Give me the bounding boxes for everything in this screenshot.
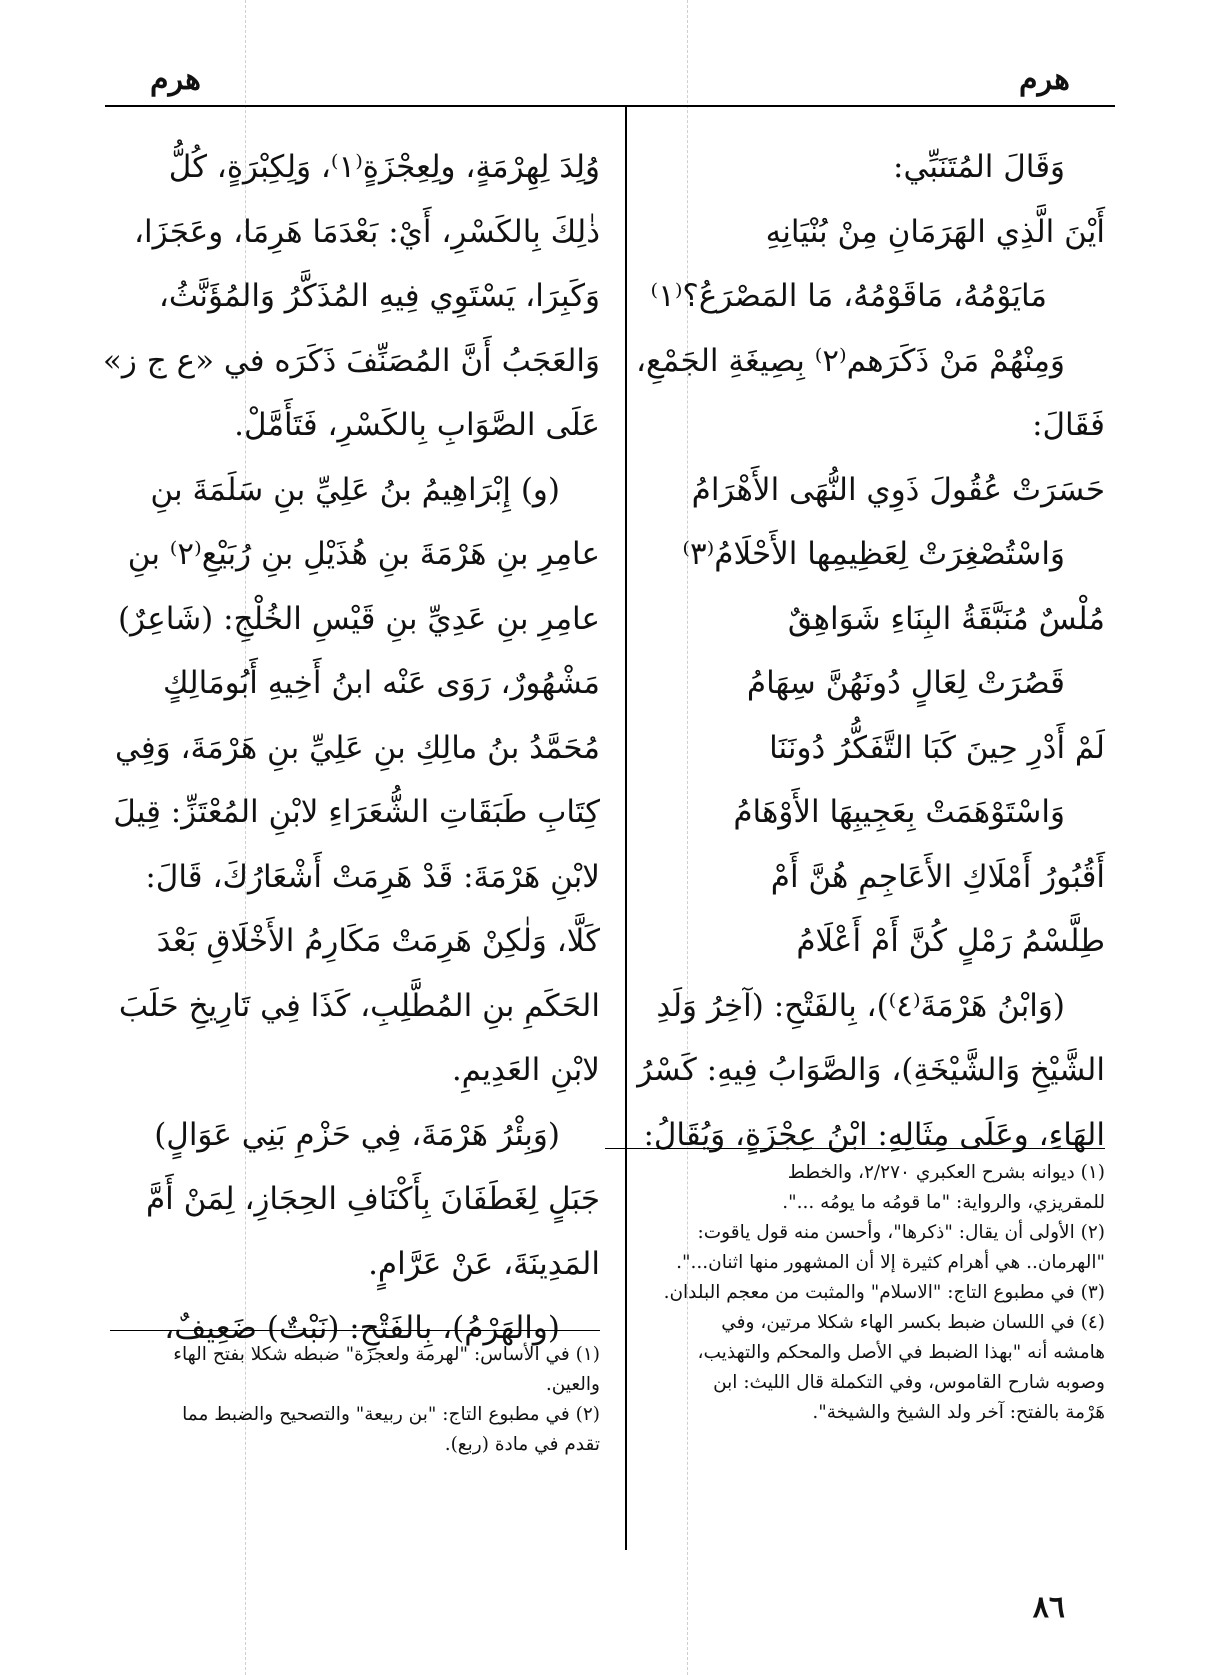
verse-line: أَقُبُورُ أَمْلَاكِ الأَعَاجِمِ هُنَّ أَمْ (770, 858, 1105, 895)
text-line: مُحَمَّدُ بنُ مالِكِ بنِ عَلِيِّ بنِ هَرْمَةَ، وَفِي (115, 729, 600, 766)
footnote-line: (١) في الأساس: "لهرمة ولعجزة" ضبطه شكلا بفتح الهاء (173, 1344, 600, 1365)
running-head-left: هرم (150, 62, 201, 97)
verse-line: لَمْ أَدْرِ حِينَ كَبَا التَّفَكُّرُ دُونَنَا (769, 729, 1105, 766)
text-line: وَمِنْهُمْ مَنْ ذَكَرَهم⁽٢⁾ بِصِيغَةِ الجَمْعِ، (636, 342, 1065, 379)
text-line: عامِرِ بنِ عَدِيِّ بنِ قَيْسِ الخُلْجِ: (شَاعِرٌ) (118, 600, 600, 637)
verse-line: مَايَوْمُهُ، مَاقَوْمُهُ، مَا المَصْرَعُ؟⁽١⁾ (650, 278, 1047, 314)
running-head-right: هرم (1019, 62, 1070, 97)
footnotes-right (605, 1158, 1105, 1428)
verse-line: قَصُرَتْ لِعَالٍ دُونَهُنَّ سِهَامُ (746, 665, 1065, 701)
text-line: وَقَالَ المُتَنَبِّي: (893, 149, 1065, 185)
text-line: الحَكَمِ بنِ المُطَّلِبِ، كَذَا فِي تَارِيخِ حَلَبَ (118, 987, 600, 1024)
footnote-line: (٣) في مطبوع التاج: "الاسلام" والمثبت من معجم البلدان. (663, 1282, 1105, 1303)
left-column (102, 135, 600, 1361)
footnote-line: هامشه أنه "بهذا الضبط في الأصل والمحكم والتهذيب، (697, 1342, 1105, 1363)
text-line: (والهَرْمُ)، بِالفَتْحِ: (نَبْتٌ) ضَعِيفٌ، (164, 1310, 560, 1346)
page-number: ٨٦ (1032, 1590, 1065, 1625)
text-line: كِتَابِ طَبَقَاتِ الشُّعَرَاءِ لابْنِ المُعْتَزِّ: قِيلَ (113, 794, 600, 830)
text-line: وُلِدَ لِهِرْمَةٍ، ولِعِجْزَةٍ⁽١⁾، وَلِكِبْرَةٍ، كُلُّ (168, 149, 600, 185)
verse-line: مُلْسٌ مُنَبَّقَةُ البِنَاءِ شَوَاهِقٌ (787, 600, 1105, 637)
text-line: عَلَى الصَّوَابِ بِالكَسْرِ، فَتَأَمَّلْ. (234, 407, 600, 443)
footnote-line: (٢) الأولى أن يقال: "ذكرها"، وأحسن منه قول ياقوت: (697, 1222, 1105, 1243)
footnote-line: تقدم في مادة (ربع). (444, 1434, 600, 1455)
text-line: (وَابْنُ هَرْمَةَ⁽٤⁾)، بِالفَتْحِ: (آخِرُ وَلَدِ (656, 987, 1065, 1024)
text-line: (وَبِئْرُ هَرْمَةَ، فِي حَزْمِ بَنِي عَوَالٍ) (154, 1116, 560, 1153)
verse-line: وَاسْتَوْهَمَتْ بِعَجِيبِهَا الأَوْهَامُ (733, 794, 1065, 830)
verse-line: طِلَّسْمُ رَمْلٍ كُنَّ أَمْ أَعْلَامُ (796, 923, 1105, 959)
footnote-line: (٢) في مطبوع التاج: "بن ربيعة" والتصحيح والضبط مما (182, 1404, 600, 1425)
footnote-line: والعين. (545, 1374, 600, 1395)
footnote-line: وصوبه شارح القاموس، وفي التكملة قال الليث: ابن (713, 1372, 1105, 1393)
header-rule (105, 105, 1115, 107)
footnote-line: للمقريزي، والرواية: "ما قومُه ما يومُه ...". (782, 1192, 1105, 1213)
text-line: المَدِينَةَ، عَنْ عَرَّامٍ. (368, 1245, 600, 1282)
verse-line: وَاسْتُصْغِرَتْ لِعَظِيمِها الأَحْلَامُ⁽٣⁾ (682, 536, 1065, 572)
footnote-line: "الهرمان.. هي أهرام كثيرة إلا أن المشهور منها اثنان...". (676, 1252, 1105, 1273)
text-line: وَكَبِرَا، يَسْتَوِي فِيهِ المُذَكَّرُ وَالمُؤَنَّثُ، (158, 278, 600, 314)
verse-line: حَسَرَتْ عُقُولَ ذَوِي النُّهَى الأَهْرَامُ (691, 471, 1105, 508)
text-line: عامِرِ بنِ هَرْمَةَ بنِ هُذَيْلِ بنِ رُبَيْعِ⁽٢⁾ بنِ (127, 536, 600, 572)
text-line: الهَاءِ، وعَلَى مِثَالِهِ: ابْنُ عِجْزَةٍ، وَيُقَالُ: (643, 1116, 1105, 1153)
footnote-line: (١) ديوانه بشرح العكبري ٢/٢٧٠، والخطط (787, 1162, 1105, 1183)
text-line: (و) إِبْرَاهِيمُ بنُ عَلِيِّ بنِ سَلَمَةَ بنِ (150, 471, 560, 508)
text-line: فَقَالَ: (1032, 407, 1105, 443)
text-line: كَلَّا، وَلٰكِنْ هَرِمَتْ مَكَارِمُ الأَخْلَاقِ بَعْدَ (156, 923, 600, 959)
text-line: لابْنِ هَرْمَةَ: قَدْ هَرِمَتْ أَشْعَارُكَ، قَالَ: (145, 858, 600, 895)
footnote-rule (605, 1148, 1105, 1149)
text-line: لابْنِ العَدِيمِ. (451, 1052, 600, 1088)
text-line: مَشْهُورٌ، رَوَى عَنْه ابنُ أَخِيهِ أَبُومَالِكٍ (163, 665, 600, 701)
verse-line: أَيْنَ الَّذِي الهَرَمَانِ مِنْ بُنْيَانِهِ (765, 213, 1105, 250)
footnote-line: هَرْمة بالفتح: آخر ولد الشيخ والشيخة". (812, 1402, 1105, 1423)
text-line: ذٰلِكَ بِالكَسْرِ، أَيْ: بَعْدَمَا هَرِمَا، وعَجَزَا، (134, 213, 600, 250)
footnotes-left (110, 1340, 600, 1460)
text-line: وَالعَجَبُ أَنَّ المُصَنِّفَ ذَكَرَه في «ع ج ز» (102, 342, 600, 379)
text-line: الشَّيْخِ وَالشَّيْخَةِ)، وَالصَّوَابُ فِيهِ: كَسْرُ (637, 1052, 1105, 1088)
right-column (605, 135, 1105, 1167)
footnote-rule (110, 1330, 600, 1331)
footnote-line: (٤) في اللسان ضبط بكسر الهاء شكلا مرتين، وفي (721, 1312, 1105, 1333)
text-line: جَبَلٍ لِغَطَفَانَ بِأَكْنَافِ الحِجَازِ، لِمَنْ أَمَّ (145, 1181, 600, 1217)
